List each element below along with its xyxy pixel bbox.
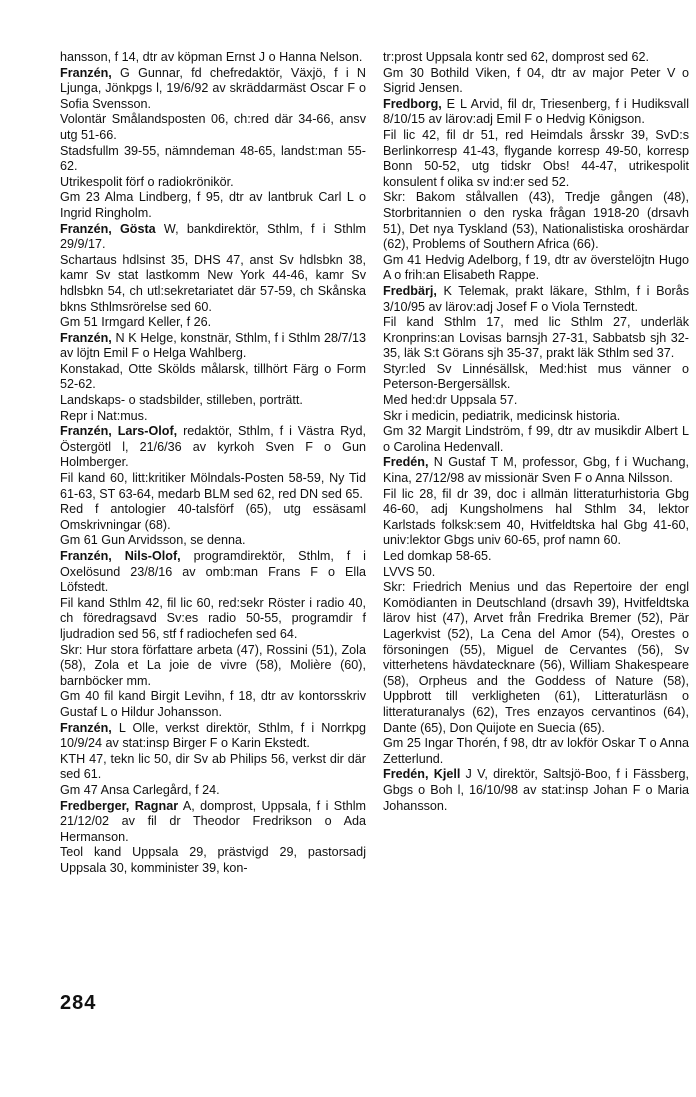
entry-paragraph: tr:prost Uppsala kontr sed 62, domprost sed 62.: [383, 50, 650, 64]
entry-summary: L Olle, verkst direktör, Sthlm, f i Norrkpg 10/9/24 av stat:insp Birger F o Karin Ekstedt.: [60, 720, 366, 751]
entry-paragraph: Landskaps- o stadsbilder, stilleben, porträtt.: [60, 393, 303, 408]
entry-summary: redaktör, Sthlm, f i Västra Ryd, Östergötl l, 21/6/36 av kyrkoh Sven F o Gun Holmberger.: [60, 424, 366, 470]
entry-paragraph: Volontär Smålandsposten 06, ch:red där 34-66, ansv utg 51-66.: [60, 112, 366, 142]
entry-paragraph: Gm 40 fil kand Birgit Levihn, f 18, dtr av kontorsskriv Gustaf L o Hildur Johansson.: [60, 689, 366, 719]
entry-paragraph: Repr i Nat:mus.: [60, 408, 148, 423]
biography-entry: [383, 767, 689, 814]
biography-entry: [60, 799, 366, 877]
biography-entry: [60, 549, 366, 721]
entry-paragraph: Gm 30 Bothild Viken, f 04, dtr av major Peter V o Sigrid Jensen.: [383, 65, 689, 96]
entry-name: Franzén,: [60, 720, 112, 735]
entry-name: Franzén, Nils-Olof,: [60, 549, 181, 563]
entry-paragraph: Gm 61 Gun Arvidsson, se denna.: [60, 533, 246, 548]
entry-header: [60, 331, 366, 362]
biography-entry: [383, 50, 689, 97]
entry-paragraph: Skr i medicin, pediatrik, medicinsk historia.: [383, 408, 621, 423]
entry-summary: programdirektör, Sthlm, f i Oxelösund 23/8/16 av omb:man Frans F o Ella Löfstedt.: [60, 549, 366, 595]
entry-name: Fredén,: [383, 455, 429, 470]
entry-name: Franzén, Gösta: [60, 221, 156, 236]
entry-paragraph: Gm 23 Alma Lindberg, f 95, dtr av lantbruk Carl L o Ingrid Ringholm.: [60, 190, 366, 220]
entry-summary: K Telemak, prakt läkare, Sthlm, f i Borås 3/10/95 av lärov:adj Josef F o Viola Ternstedt.: [383, 283, 689, 314]
entry-name: Franzén,: [60, 330, 112, 345]
entry-paragraph: Gm 47 Ansa Carlegård, f 24.: [60, 782, 220, 797]
entry-header: [60, 222, 366, 253]
entry-paragraph: Konstakad, Otte Skölds målarsk, tillhört Färg o Form 52-62.: [60, 361, 366, 392]
biography-entry: [60, 50, 366, 66]
entry-summary: E L Arvid, fil dr, Triesenberg, f i Hudiksvall 8/10/15 av lärov:adj Emil F o Hedvig Königson.: [383, 96, 689, 127]
entry-summary: N K Helge, konstnär, Sthlm, f i Sthlm 28/7/13 av löjtn Emil F o Helga Wahlberg.: [60, 330, 366, 361]
entry-paragraph: Stadsfullm 39-55, nämndeman 48-65, landst:man 55-62.: [60, 143, 366, 174]
entry-paragraph: Red f antologier 40-talsförf (65), utg essäsaml Omskrivningar (68).: [60, 502, 366, 532]
entry-header: [383, 767, 689, 814]
entry-summary: W, bankdirektör, Sthlm, f i Sthlm 29/9/17.: [60, 221, 366, 252]
entry-paragraph: Styr:led Sv Linnésällsk, Med:hist mus vänner o Peterson-Bergersällsk.: [383, 361, 689, 392]
entry-paragraph: Med hed:dr Uppsala 57.: [383, 393, 518, 408]
entry-header: [60, 549, 366, 596]
entry-paragraph: Utrikespolit förf o radiokrönikör.: [60, 174, 234, 189]
entry-header: [60, 799, 366, 846]
entry-summary: N Gustaf T M, professor, Gbg, f i Wuchang, Kina, 27/12/98 av missionär Sven F o Anna Nilsson.: [383, 455, 689, 486]
biography-entry: [60, 66, 366, 222]
right-column: [383, 50, 689, 814]
entry-name: Fredborg,: [383, 96, 442, 111]
entry-name: Franzén, Lars-Olof,: [60, 424, 178, 439]
entry-paragraph: KTH 47, tekn lic 50, dir Sv ab Philips 56, verkst dir där sed 61.: [60, 751, 366, 782]
entry-paragraph: Fil kand 60, litt:kritiker Mölndals-Posten 58-59, Ny Tid 61-63, ST 63-64, medarb BLM sed 62, red DN sed 65.: [60, 471, 366, 501]
entry-paragraph: Gm 51 Irmgard Keller, f 26.: [60, 315, 212, 330]
biography-entry: [60, 331, 366, 425]
entry-paragraph: Fil lic 28, fil dr 39, doc i allmän litteraturhistoria Gbg 46-60, adj Kungsholmens hal Sthlm 34, lektor Karlstads folksk:sem 40, Hvitfeldtska hal Gbg 41-60, univ:lektor Gbgs univ 60-65, prof namn 60.: [383, 486, 689, 548]
entry-paragraph: hansson, f 14, dtr av köpman Ernst J o Hanna Nelson.: [60, 50, 363, 64]
page-number: 284: [60, 992, 97, 1014]
entry-paragraph: Fil kand Sthlm 42, fil lic 60, red:sekr Röster i radio 40, ch föredragsavd Sv:es radio 50-55, programdir f ljudradion sed 56, stf f radiochefen sed 64.: [60, 595, 366, 641]
entry-paragraph: Schartaus hdlsinst 35, DHS 47, anst Sv hdlsbkn 38, kamr Sv stat lastkomm New York 44-46, kamr Sv hdlsbkn 54, ch utl:sekretariatet där 57-59, ch Skånska bkns Sthlmsrörelse sed 60.: [60, 252, 366, 314]
entry-header: [60, 721, 366, 752]
entry-paragraph: Gm 32 Margit Lindström, f 99, dtr av musikdir Albert L o Carolina Hedenvall.: [383, 424, 689, 454]
entry-paragraph: Fil kand Sthlm 17, med lic Sthlm 27, underläk Kronprins:an Lovisas barnsjh 27-31, Sabbatsb sjh 32-35, läk S:t Görans sjh 35-37, prakt läk Sthlm sed 37.: [383, 315, 689, 361]
left-column: [60, 50, 366, 876]
entry-header: [60, 66, 366, 113]
entry-header: [383, 284, 689, 315]
biography-entry: [60, 721, 366, 799]
entry-paragraph: LVVS 50.: [383, 564, 436, 579]
biography-entry: [60, 222, 366, 331]
entry-name: Fredberger, Ragnar: [60, 798, 179, 813]
biography-entry: [383, 455, 689, 767]
entry-paragraph: Skr: Hur stora författare arbeta (47), Rossini (51), Zola (58), Zola et La joie de vivre (58), Molière (60), barnböcker mm.: [60, 642, 366, 688]
biography-entry: [383, 284, 689, 456]
entry-summary: G Gunnar, fd chefredaktör, Växjö, f i N Ljunga, Jönkpgs l, 19/6/92 av skräddarmäst Oscar F o Sofia Svensson.: [60, 65, 366, 111]
entry-paragraph: Led domkap 58-65.: [383, 549, 492, 563]
biography-entry: [60, 424, 366, 549]
biography-entry: [383, 97, 689, 284]
entry-name: Fredbärj,: [383, 283, 437, 298]
entry-header: [383, 97, 689, 128]
entry-header: [383, 455, 689, 486]
entry-summary: A, domprost, Uppsala, f i Sthlm 21/12/02 av fil dr Theodor Fredrikson o Ada Hermanson.: [60, 798, 366, 844]
entry-header: [60, 424, 366, 471]
entry-paragraph: Gm 41 Hedvig Adelborg, f 19, dtr av överstelöjtn Hugo A o frih:an Elisabeth Rappe.: [383, 252, 689, 283]
entry-name: Franzén,: [60, 65, 112, 80]
entry-paragraph: Skr: Friedrich Menius und das Repertoire der engl Komödianten in Deutschland (drsavh 39), Hvitfeldtska lärov hist (47), Arvet från Fredrika Bremer (52), Pär Lagerkvist (52), La Cena del Amor (54), Orestes o försoningen (55), Miguel de Cervantes (56), Sv vitterhetens hävdatecknare (56), William Shakespeare (58), Orpheus and the Goddess of Nature (58), Uppbrott till verkligheten (61), Litteraturläsn o litteraturanalys (62), Tres enzayos cervantinos (64), Dante (65), Don Quijote en Suecia (65).: [383, 580, 689, 735]
entry-paragraph: Fil lic 42, fil dr 51, red Heimdals årsskr 39, SvD:s Berlinkorresp 41-43, flygande korresp 49-50, korresp Bonn 50-52, utg tidskr Obs! 44-47, utrikespolit konsulent f olika sv ind:er sed 52.: [383, 127, 689, 189]
entry-paragraph: Teol kand Uppsala 29, prästvigd 29, pastorsadj Uppsala 30, komminister 39, kon-: [60, 845, 366, 875]
entry-name: Fredén, Kjell: [383, 767, 461, 782]
entry-summary: J V, direktör, Saltsjö-Boo, f i Fässberg, Gbgs o Boh l, 16/10/98 av stat:insp Johan F o Maria Johansson.: [383, 767, 689, 813]
entry-paragraph: Gm 25 Ingar Thorén, f 98, dtr av lokför Oskar T o Anna Zetterlund.: [383, 736, 689, 766]
entry-paragraph: Skr: Bakom stålvallen (43), Tredje gången (48), Storbritannien o den ryska frågan 1918-20 (drsavh 51), Det nya Tyskland (53), Nationalistiska oroshärdar (62), Problems of Southern Africa (66).: [383, 190, 689, 252]
